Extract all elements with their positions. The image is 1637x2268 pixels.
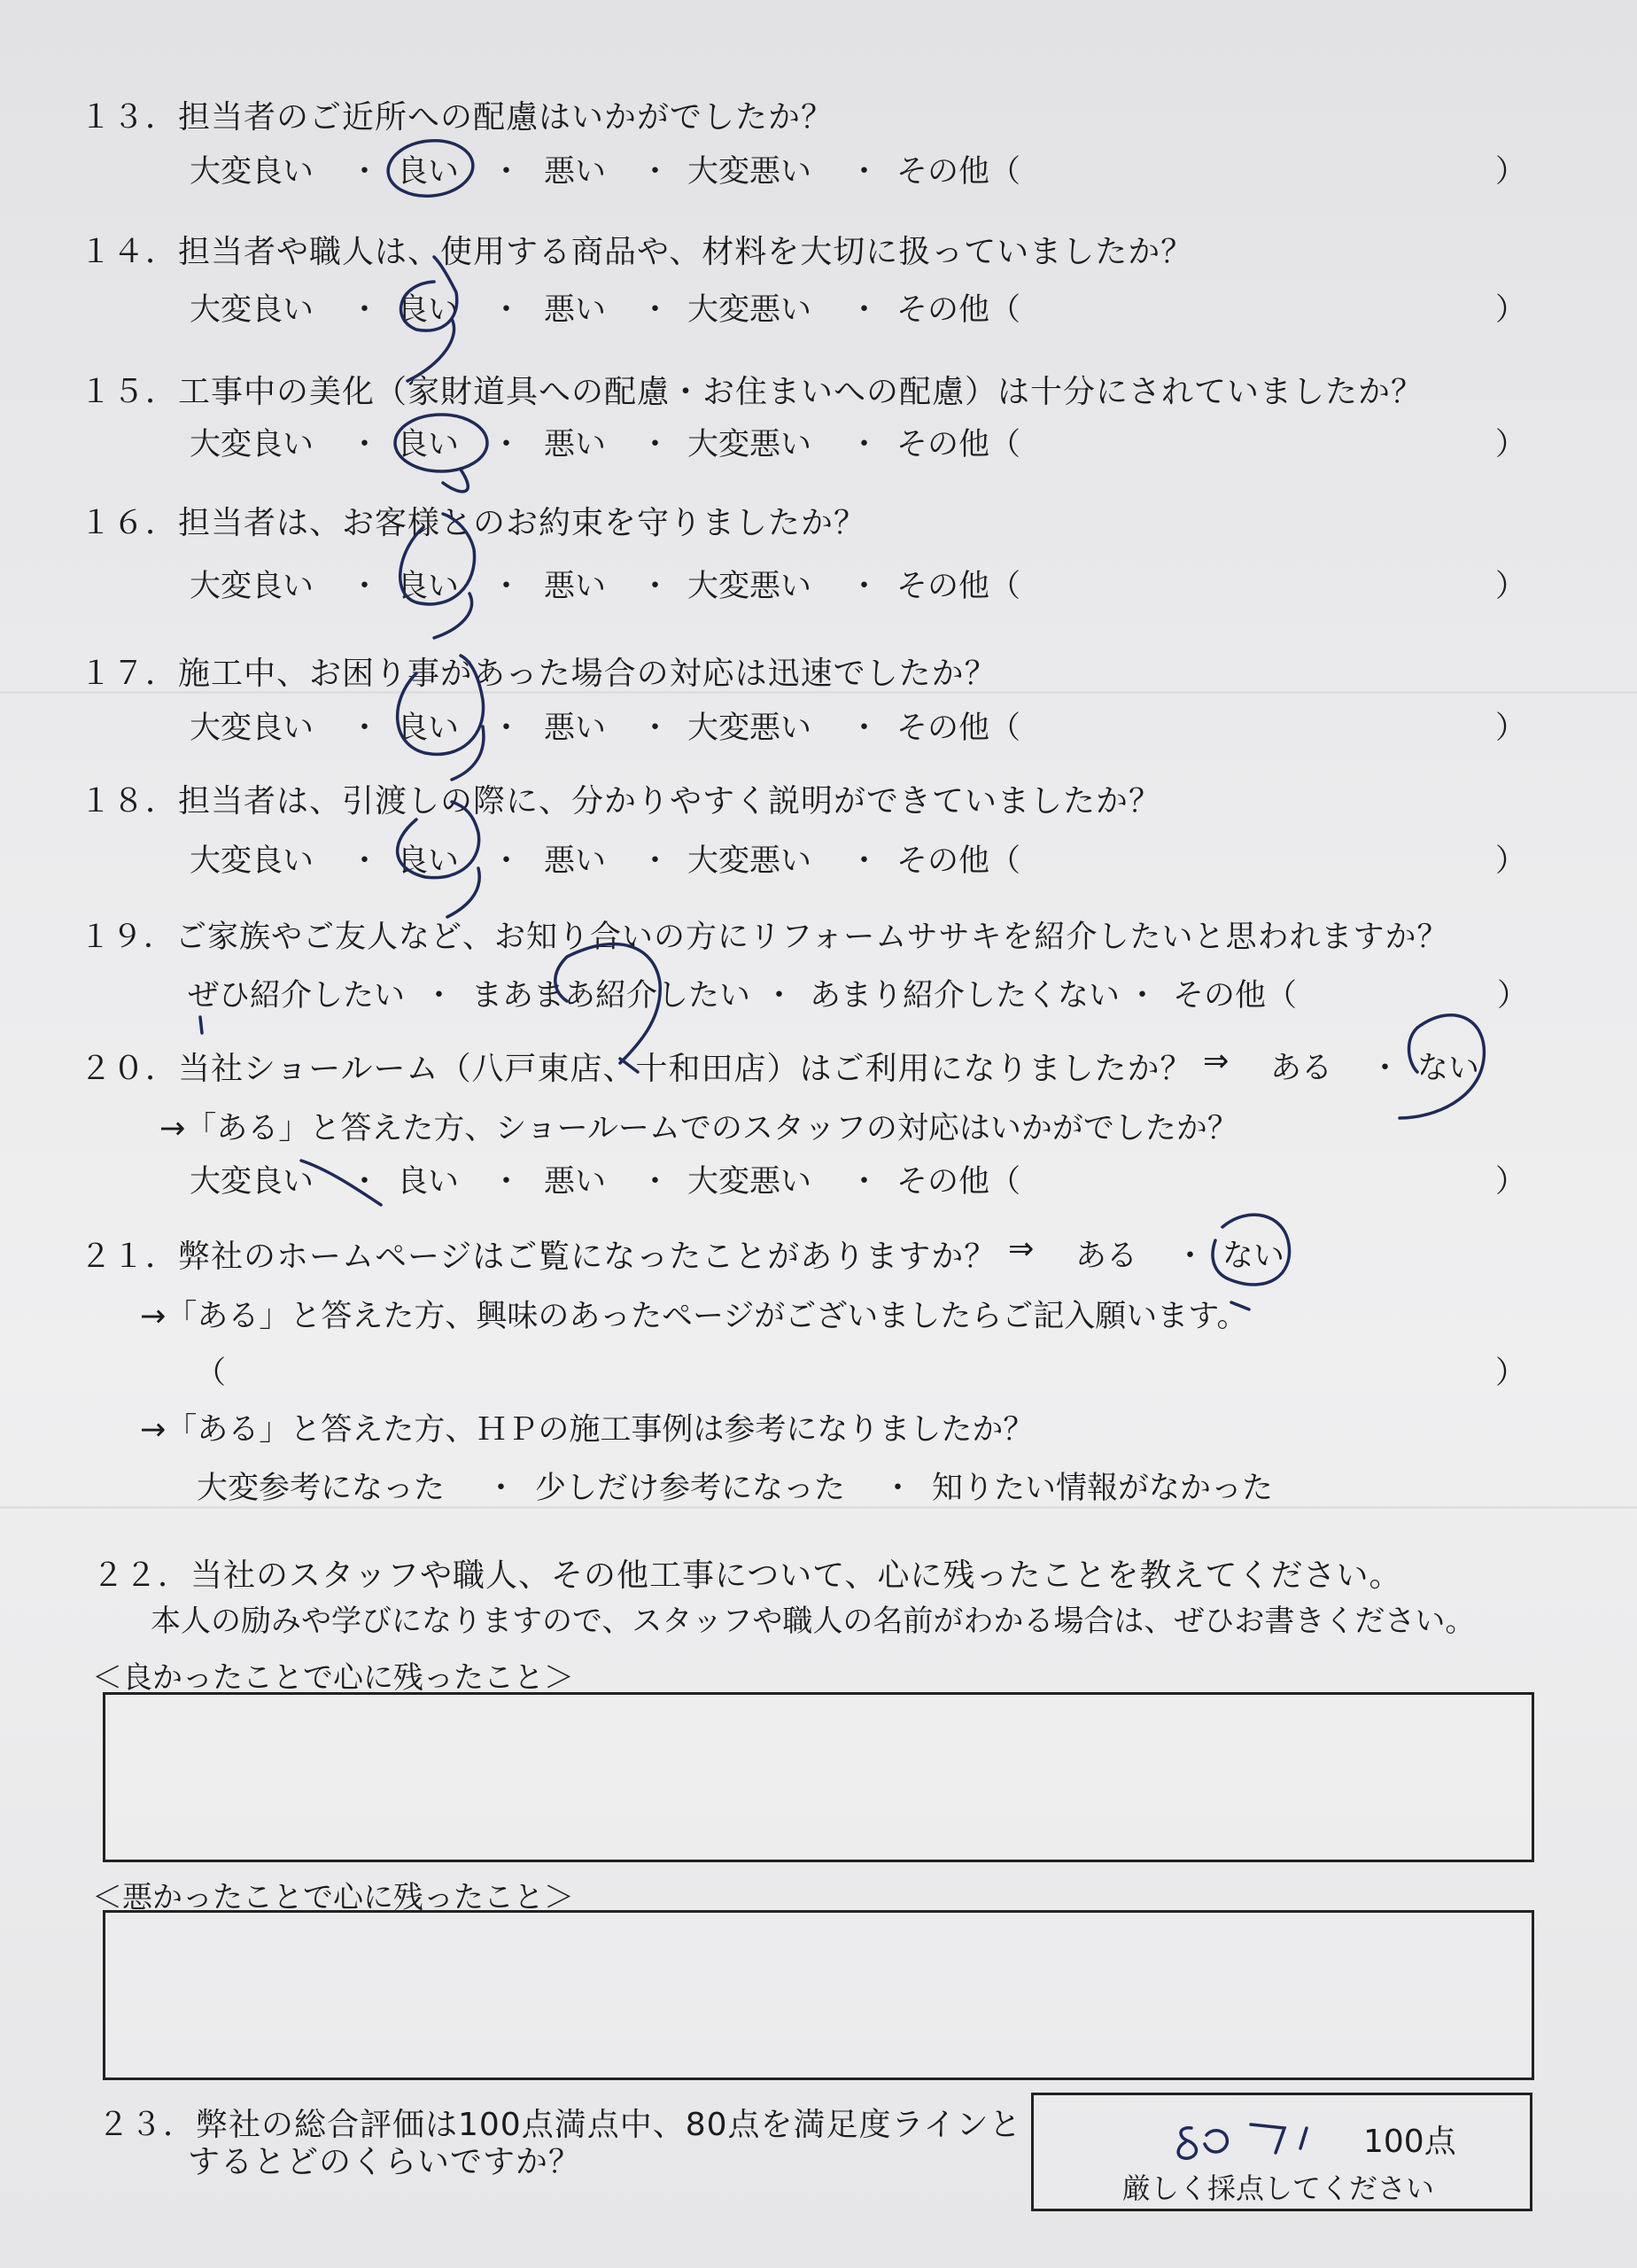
separator-dot: ・ [849, 154, 881, 190]
paren-close: ） [1495, 292, 1527, 328]
option-somewhat-recommend[interactable]: まあまあ紹介したい [471, 978, 751, 1014]
paren-close: ） [1495, 711, 1527, 746]
score-box[interactable] [1031, 2093, 1532, 2211]
option-very-bad[interactable]: 大変悪い [687, 154, 812, 190]
paren-close: ） [1495, 843, 1527, 879]
paren-close: ） [1495, 569, 1527, 604]
option-very-good[interactable]: 大変良い [190, 843, 314, 879]
separator-dot: ・ [640, 843, 671, 879]
separator-dot: ・ [349, 292, 381, 328]
option-no-info[interactable]: 知りたい情報がなかった [932, 1471, 1274, 1506]
option-no[interactable]: ない [1417, 1051, 1480, 1086]
q20-options [190, 1157, 1527, 1200]
option-good[interactable]: 良い [397, 711, 460, 746]
option-very-good[interactable]: 大変良い [190, 154, 314, 190]
option-very-helpful[interactable]: 大変参考になった [197, 1471, 446, 1506]
option-yes[interactable]: ある [1075, 1239, 1138, 1274]
separator-dot: ・ [1175, 1239, 1206, 1274]
option-very-good[interactable]: 大変良い [190, 427, 314, 462]
question-17: １７．施工中、お困り事があった場合の対応は迅速でしたか？ [80, 656, 997, 692]
q13-options [190, 147, 1527, 190]
option-yes[interactable]: ある [1270, 1051, 1333, 1086]
score-note: 厳しく採点してください [1122, 2171, 1435, 2205]
separator-dot: ・ [849, 1164, 881, 1200]
option-other[interactable]: その他（ [896, 711, 1021, 746]
option-bad[interactable]: 悪い [544, 1164, 607, 1200]
separator-dot: ・ [640, 1164, 671, 1200]
question-19: １９．ご家族やご友人など、お知り合いの方にリフォームササキを紹介したいと思われますか？ [80, 920, 1449, 955]
option-other[interactable]: その他（ [896, 427, 1021, 462]
option-good[interactable]: 良い [397, 1164, 460, 1200]
q21-followup-pages: →「ある」と答えた方、興味のあったページがございましたらご記入願います。 [140, 1299, 1248, 1334]
question-13: １３．担当者のご近所への配慮はいかがでしたか？ [80, 99, 834, 136]
paren-close: ） [1495, 427, 1527, 462]
option-very-bad[interactable]: 大変悪い [687, 569, 812, 604]
option-very-good[interactable]: 大変良い [190, 292, 314, 328]
score-suffix: 100点 [1363, 2124, 1456, 2160]
separator-dot: ・ [640, 154, 671, 190]
option-very-bad[interactable]: 大変悪い [687, 843, 812, 879]
option-bad[interactable]: 悪い [544, 569, 607, 604]
option-very-bad[interactable]: 大変悪い [687, 292, 812, 328]
q19-options [188, 971, 1552, 1014]
separator-dot: ・ [485, 1471, 517, 1506]
question-20: ２０．当社ショールーム（八戸東店、十和田店）はご利用になりましたか？ [80, 1051, 1193, 1087]
separator-dot: ・ [349, 711, 381, 746]
separator-dot: ・ [849, 427, 881, 462]
arrow: ⇒ [1008, 1231, 1035, 1267]
option-other[interactable]: その他（ [896, 569, 1021, 604]
q21-options [197, 1464, 1348, 1506]
option-other[interactable]: その他（ [896, 1164, 1021, 1200]
option-bad[interactable]: 悪い [544, 292, 607, 328]
separator-dot: ・ [491, 427, 523, 462]
separator-dot: ・ [640, 292, 671, 328]
separator-dot: ・ [491, 154, 523, 190]
separator-dot: ・ [640, 569, 671, 604]
good-memories-label: ＜良かったことで心に残ったこと＞ [92, 1660, 574, 1696]
paren-open: （ [195, 1355, 227, 1391]
bad-memories-box[interactable] [103, 1910, 1534, 2080]
question-18: １８．担当者は、引渡しの際に、分かりやすく説明ができていましたか？ [80, 783, 1162, 819]
option-other[interactable]: その他（ [1173, 978, 1298, 1014]
arrow: ⇒ [1203, 1044, 1230, 1079]
separator-dot: ・ [423, 978, 455, 1014]
question-21: ２１．弊社のホームページはご覧になったことがありますか？ [80, 1239, 997, 1275]
separator-dot: ・ [849, 569, 881, 604]
option-no[interactable]: ない [1222, 1239, 1285, 1274]
separator-dot: ・ [640, 711, 671, 746]
separator-dot: ・ [491, 292, 523, 328]
option-good[interactable]: 良い [397, 292, 460, 328]
separator-dot: ・ [491, 711, 523, 746]
separator-dot: ・ [349, 427, 381, 462]
paren-close: ） [1495, 1355, 1527, 1391]
option-bad[interactable]: 悪い [544, 711, 607, 746]
separator-dot: ・ [849, 292, 881, 328]
separator-dot: ・ [1127, 978, 1159, 1014]
option-other[interactable]: その他（ [896, 843, 1021, 879]
q20-followup: →「ある」と答えた方、ショールームでのスタッフの対応はいかがでしたか？ [159, 1111, 1238, 1146]
separator-dot: ・ [491, 569, 523, 604]
question-16: １６．担当者は、お客様とのお約束を守りましたか？ [80, 505, 867, 541]
separator-dot: ・ [349, 569, 381, 604]
separator-dot: ・ [764, 978, 795, 1014]
good-memories-box[interactable] [103, 1692, 1534, 1862]
option-bad[interactable]: 悪い [544, 843, 607, 879]
option-good[interactable]: 良い [397, 427, 460, 462]
paren-close: ） [1497, 978, 1529, 1014]
q15-options [190, 420, 1527, 462]
question-14: １４．担当者や職人は、使用する商品や、材料を大切に扱っていましたか？ [80, 234, 1194, 270]
question-22: ２２．当社のスタッフや職人、その他工事について、心に残ったことを教えてください。 [92, 1557, 1402, 1594]
option-very-good[interactable]: 大変良い [190, 711, 314, 746]
paren-close: ） [1495, 154, 1527, 190]
bad-memories-label: ＜悪かったことで心に残ったこと＞ [92, 1880, 574, 1915]
separator-dot: ・ [849, 711, 881, 746]
option-definitely-recommend[interactable]: ぜひ紹介したい [188, 978, 406, 1014]
option-good[interactable]: 良い [397, 843, 460, 879]
q18-options [190, 836, 1527, 879]
paren-close: ） [1495, 1164, 1527, 1200]
option-very-bad[interactable]: 大変悪い [687, 427, 812, 462]
option-good[interactable]: 良い [397, 154, 460, 190]
separator-dot: ・ [640, 427, 671, 462]
question-15: １５．工事中の美化（家財道具への配慮・お住まいへの配慮）は十分にされていましたか？ [80, 374, 1424, 410]
option-other[interactable]: その他（ [896, 154, 1021, 190]
option-very-good[interactable]: 大変良い [190, 569, 314, 604]
separator-dot: ・ [849, 843, 881, 879]
question-23-line2: するとどのくらいですか？ [188, 2144, 582, 2180]
option-bad[interactable]: 悪い [544, 427, 607, 462]
q21-followup-examples: →「ある」と答えた方、ＨＰの施工事例は参考になりましたか？ [140, 1412, 1035, 1448]
separator-dot: ・ [349, 1164, 381, 1200]
separator-dot: ・ [1369, 1051, 1401, 1086]
q17-options [190, 703, 1527, 746]
separator-dot: ・ [491, 843, 523, 879]
option-very-bad[interactable]: 大変悪い [687, 1164, 812, 1200]
separator-dot: ・ [882, 1471, 914, 1506]
option-not-recommend[interactable]: あまり紹介したくない [810, 978, 1121, 1014]
separator-dot: ・ [349, 843, 381, 879]
q22-note: 本人の励みや学びになりますので、スタッフや職人の名前がわかる場合は、ぜひお書きください。 [151, 1604, 1476, 1639]
option-very-bad[interactable]: 大変悪い [687, 711, 812, 746]
separator-dot: ・ [491, 1164, 523, 1200]
option-other[interactable]: その他（ [896, 292, 1021, 328]
option-good[interactable]: 良い [397, 569, 460, 604]
q14-options [190, 285, 1527, 328]
separator-dot: ・ [349, 154, 381, 190]
option-bad[interactable]: 悪い [544, 154, 607, 190]
q16-options [190, 562, 1527, 604]
option-very-good[interactable]: 大変良い [190, 1164, 314, 1200]
question-23-line1: ２３．弊社の総合評価は100点満点中、80点を満足度ラインと [97, 2107, 1022, 2143]
option-slightly-helpful[interactable]: 少しだけ参考になった [535, 1471, 846, 1506]
